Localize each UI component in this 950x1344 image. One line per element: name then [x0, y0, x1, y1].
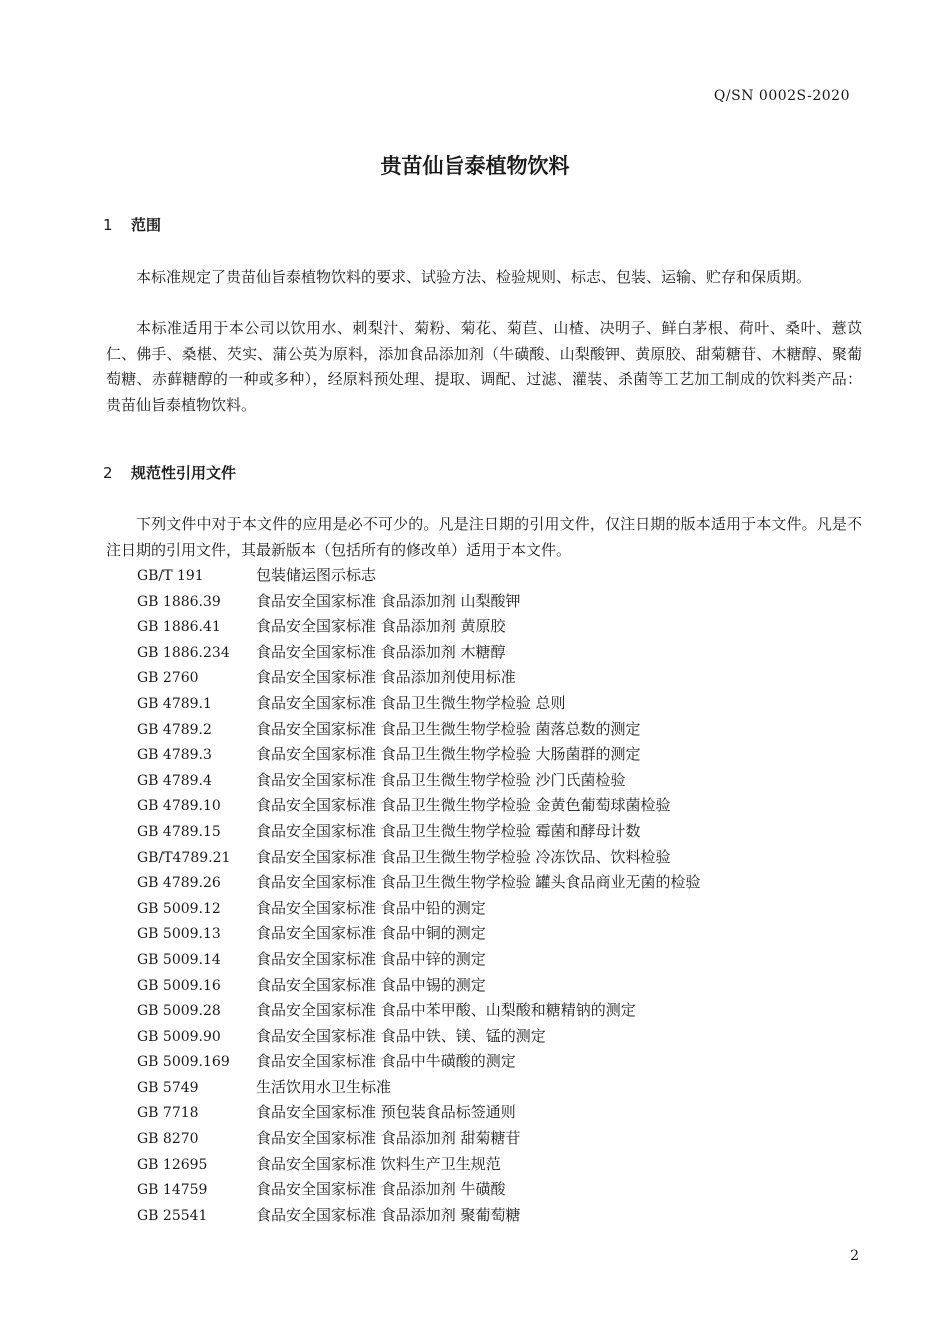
reference-code: GB 5009.169	[137, 1054, 230, 1071]
reference-item	[137, 819, 701, 845]
reference-title: 食品安全国家标准 食品添加剂 聚葡萄糖	[256, 1205, 521, 1224]
reference-title: 食品安全国家标准 食品卫生微生物学检验 霉菌和酵母计数	[256, 821, 641, 840]
section-1-title: 范围	[131, 216, 162, 234]
reference-item	[137, 973, 701, 999]
reference-code: GB 12695	[137, 1156, 208, 1173]
reference-title: 食品安全国家标准 食品添加剂 山梨酸钾	[256, 591, 521, 610]
reference-item	[137, 896, 701, 922]
reference-code: GB 4789.3	[137, 747, 212, 764]
reference-title: 食品安全国家标准 食品中铅的测定	[256, 898, 486, 917]
reference-code: GB/T 191	[137, 568, 204, 584]
reference-title: 食品安全国家标准 食品添加剂使用标准	[256, 668, 516, 687]
reference-title: 食品安全国家标准 食品卫生微生物学检验 冷冻饮品、饮料检验	[256, 847, 671, 866]
section-2-title: 规范性引用文件	[131, 464, 237, 482]
reference-code: GB 4789.2	[137, 721, 212, 738]
reference-title: 食品安全国家标准 食品中牛磺酸的测定	[256, 1052, 516, 1071]
reference-code: GB/T4789.21	[137, 849, 231, 866]
reference-title: 食品安全国家标准 食品添加剂 黄原胶	[256, 617, 506, 636]
document-title: 贵苗仙旨泰植物饮料	[380, 153, 570, 178]
reference-code: GB 1886.41	[137, 619, 221, 636]
reference-code: GB 5009.14	[137, 951, 221, 968]
reference-item	[137, 793, 701, 819]
reference-title: 包装储运图示标志	[256, 566, 377, 584]
reference-code: GB 5009.90	[137, 1028, 221, 1045]
reference-item	[137, 1203, 701, 1229]
reference-code: GB 4789.15	[137, 823, 221, 840]
reference-item	[137, 1049, 701, 1075]
reference-list	[137, 563, 701, 1228]
reference-code: GB 5749	[137, 1079, 199, 1096]
reference-code: GB 5009.13	[137, 926, 221, 943]
scope-paragraph-2: 本标准适用于本公司以饮用水、刺梨汁、菊粉、菊花、菊苣、山楂、决明子、鲜白茅根、荷叶、桑叶、薏苡仁、佛手、桑椹、芡实、蒲公英为原料，添加食品添加剂（牛磺酸、山梨酸钾、黄原胶、甜菊糖苷、木糖醇、聚葡萄糖、赤藓糖醇的一种或多种），经原料预处理、提取、调配、过滤、灌装、杀菌等工艺加工制成的饮料类产品：贵苗仙旨泰植物饮料。	[106, 319, 862, 414]
reference-title: 食品安全国家标准 食品添加剂 牛磺酸	[256, 1180, 506, 1199]
reference-code: GB 7718	[137, 1105, 199, 1122]
reference-code: GB 4789.10	[137, 798, 221, 815]
reference-item	[137, 563, 701, 589]
reference-code: GB 14759	[137, 1182, 208, 1199]
reference-item	[137, 1177, 701, 1203]
reference-title: 食品安全国家标准 食品中锡的测定	[256, 975, 486, 994]
reference-title: 食品安全国家标准 食品卫生微生物学检验 罐头食品商业无菌的检验	[256, 873, 701, 892]
reference-item	[137, 691, 701, 717]
reference-title: 食品安全国家标准 食品卫生微生物学检验 总则	[256, 693, 566, 712]
reference-title: 食品安全国家标准 食品卫生微生物学检验 菌落总数的测定	[256, 719, 641, 738]
reference-item	[137, 1100, 701, 1126]
reference-title: 食品安全国家标准 食品中苯甲酸、山梨酸和糖精钠的测定	[256, 1001, 636, 1020]
reference-item	[137, 742, 701, 768]
reference-title: 食品安全国家标准 食品中锌的测定	[256, 949, 486, 968]
reference-item	[137, 614, 701, 640]
standard-code: Q/SN 0002S-2020	[713, 88, 850, 104]
reference-item	[137, 717, 701, 743]
reference-item	[137, 640, 701, 666]
reference-item	[137, 1152, 701, 1178]
reference-item	[137, 665, 701, 691]
reference-code: GB 4789.1	[137, 695, 212, 712]
reference-title: 生活饮用水卫生标准	[256, 1077, 392, 1096]
reference-item	[137, 921, 701, 947]
reference-item	[137, 1075, 701, 1101]
reference-code: GB 5009.16	[137, 977, 221, 994]
references-intro: 下列文件中对于本文件的应用是必不可少的。凡是注日期的引用文件，仅注日期的版本适用于本文件。凡是不注日期的引用文件，其最新版本（包括所有的修改单）适用于本文件。	[106, 515, 862, 559]
reference-code: GB 1886.39	[137, 593, 221, 610]
reference-title: 食品安全国家标准 食品添加剂 甜菊糖苷	[256, 1129, 521, 1148]
reference-item	[137, 845, 701, 871]
section-2-heading	[103, 462, 236, 483]
reference-code: GB 25541	[137, 1207, 208, 1224]
reference-code: GB 5009.12	[137, 900, 221, 917]
scope-paragraph-1: 本标准规定了贵苗仙旨泰植物饮料的要求、试验方法、检验规则、标志、包装、运输、贮存和保质期。	[136, 268, 812, 286]
section-2-number: 2	[103, 464, 113, 482]
section-1-number: 1	[103, 216, 113, 234]
reference-code: GB 4789.26	[137, 875, 221, 892]
reference-item	[137, 1126, 701, 1152]
reference-title: 食品安全国家标准 食品中铜的测定	[256, 924, 486, 943]
reference-title: 食品安全国家标准 食品卫生微生物学检验 沙门氏菌检验	[256, 770, 626, 789]
reference-title: 食品安全国家标准 食品添加剂 木糖醇	[256, 642, 506, 661]
reference-title: 食品安全国家标准 饮料生产卫生规范	[256, 1154, 501, 1173]
reference-title: 食品安全国家标准 预包装食品标签通则	[256, 1103, 516, 1122]
reference-item	[137, 870, 701, 896]
reference-item	[137, 1024, 701, 1050]
reference-code: GB 8270	[137, 1131, 199, 1148]
reference-code: GB 2760	[137, 670, 199, 687]
reference-title: 食品安全国家标准 食品卫生微生物学检验 大肠菌群的测定	[256, 745, 641, 764]
reference-code: GB 4789.4	[137, 772, 212, 789]
section-1-heading	[103, 214, 161, 235]
reference-code: GB 5009.28	[137, 1003, 221, 1020]
reference-item	[137, 589, 701, 615]
reference-title: 食品安全国家标准 食品卫生微生物学检验 金黄色葡萄球菌检验	[256, 796, 671, 815]
page-number: 2	[850, 1248, 859, 1264]
reference-title: 食品安全国家标准 食品中铁、镁、锰的测定	[256, 1026, 546, 1045]
reference-item	[137, 998, 701, 1024]
reference-item	[137, 768, 701, 794]
reference-item	[137, 947, 701, 973]
reference-code: GB 1886.234	[137, 644, 230, 661]
